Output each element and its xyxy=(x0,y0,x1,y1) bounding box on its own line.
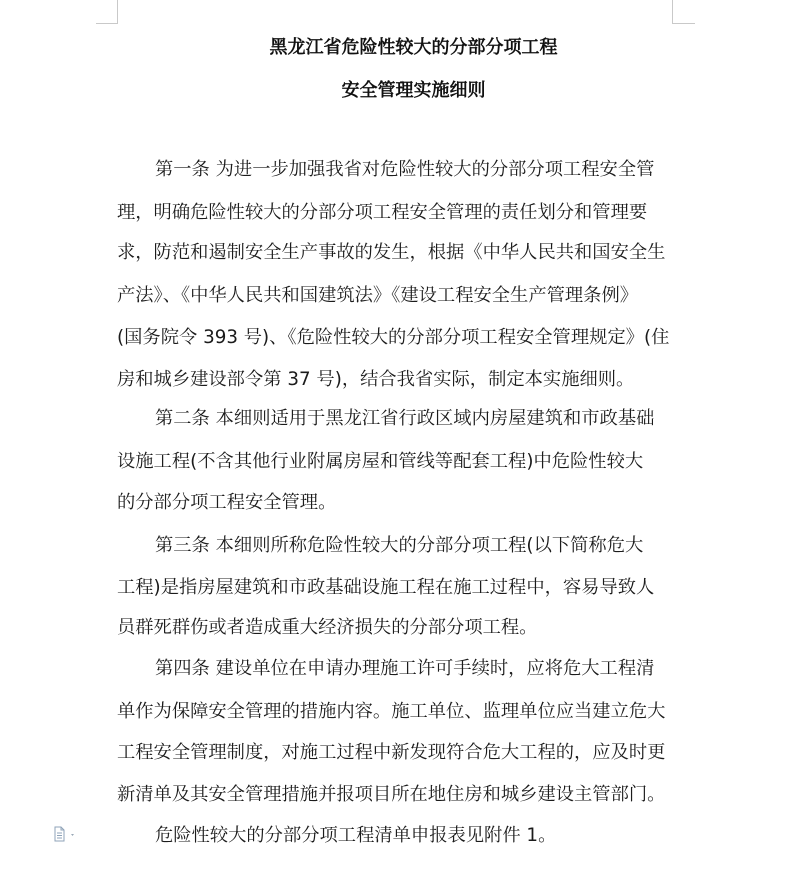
article-2-line-3: 的分部分项工程安全管理。 xyxy=(117,492,337,513)
article-1-line-1: 第一条 为进一步加强我省对危险性较大的分部分项工程安全管 xyxy=(155,159,655,180)
article-4-line-1: 第四条 建设单位在申请办理施工许可手续时，应将危大工程清 xyxy=(155,658,655,679)
article-1-line-3: 求，防范和遏制安全生产事故的发生，根据《中华人民共和国安全生 xyxy=(117,242,666,263)
article-2-line-2: 设施工程(不含其他行业附属房屋和管线等配套工程)中危险性较大 xyxy=(117,451,644,472)
article-1-line-4: 产法》、《中华人民共和国建筑法》《建设工程安全生产管理条例》 xyxy=(117,285,639,306)
article-4-line-3: 工程安全管理制度，对施工过程中新发现符合危大工程的，应及时更 xyxy=(117,742,666,763)
crop-mark-top-right-vertical xyxy=(672,0,673,24)
document-title-line-1: 黑龙江省危险性较大的分部分项工程 xyxy=(269,37,558,58)
document-icon-graphic xyxy=(53,826,79,842)
crop-mark-top-left-horizontal xyxy=(96,23,118,24)
article-2-line-1: 第二条 本细则适用于黑龙江省行政区域内房屋建筑和市政基础 xyxy=(155,408,655,429)
document-title-line-2: 安全管理实施细则 xyxy=(341,80,486,101)
article-1-line-5: (国务院令 393 号)、《危险性较大的分部分项工程安全管理规定》(住 xyxy=(117,327,670,348)
article-3-line-1: 第三条 本细则所称危险性较大的分部分项工程(以下简称危大 xyxy=(155,535,644,556)
article-4-line-2: 单作为保障安全管理的措施内容。施工单位、监理单位应当建立危大 xyxy=(117,701,666,722)
crop-mark-top-left-vertical xyxy=(117,0,118,24)
document-icon[interactable] xyxy=(53,826,79,842)
article-4-line-5: 危险性较大的分部分项工程清单申报表见附件 1。 xyxy=(155,825,557,846)
dropdown-caret-icon xyxy=(71,834,74,836)
article-3-line-3: 员群死群伤或者造成重大经济损失的分部分项工程。 xyxy=(117,617,538,638)
article-1-line-2: 理，明确危险性较大的分部分项工程安全管理的责任划分和管理要 xyxy=(117,202,648,223)
crop-mark-top-right-horizontal xyxy=(672,23,695,24)
article-3-line-2: 工程)是指房屋建筑和市政基础设施工程在施工过程中，容易导致人 xyxy=(117,577,655,598)
article-1-line-6: 房和城乡建设部令第 37 号)，结合我省实际，制定本实施细则。 xyxy=(117,369,635,390)
article-4-line-4: 新清单及其安全管理措施并报项目所在地住房和城乡建设主管部门。 xyxy=(117,784,666,805)
